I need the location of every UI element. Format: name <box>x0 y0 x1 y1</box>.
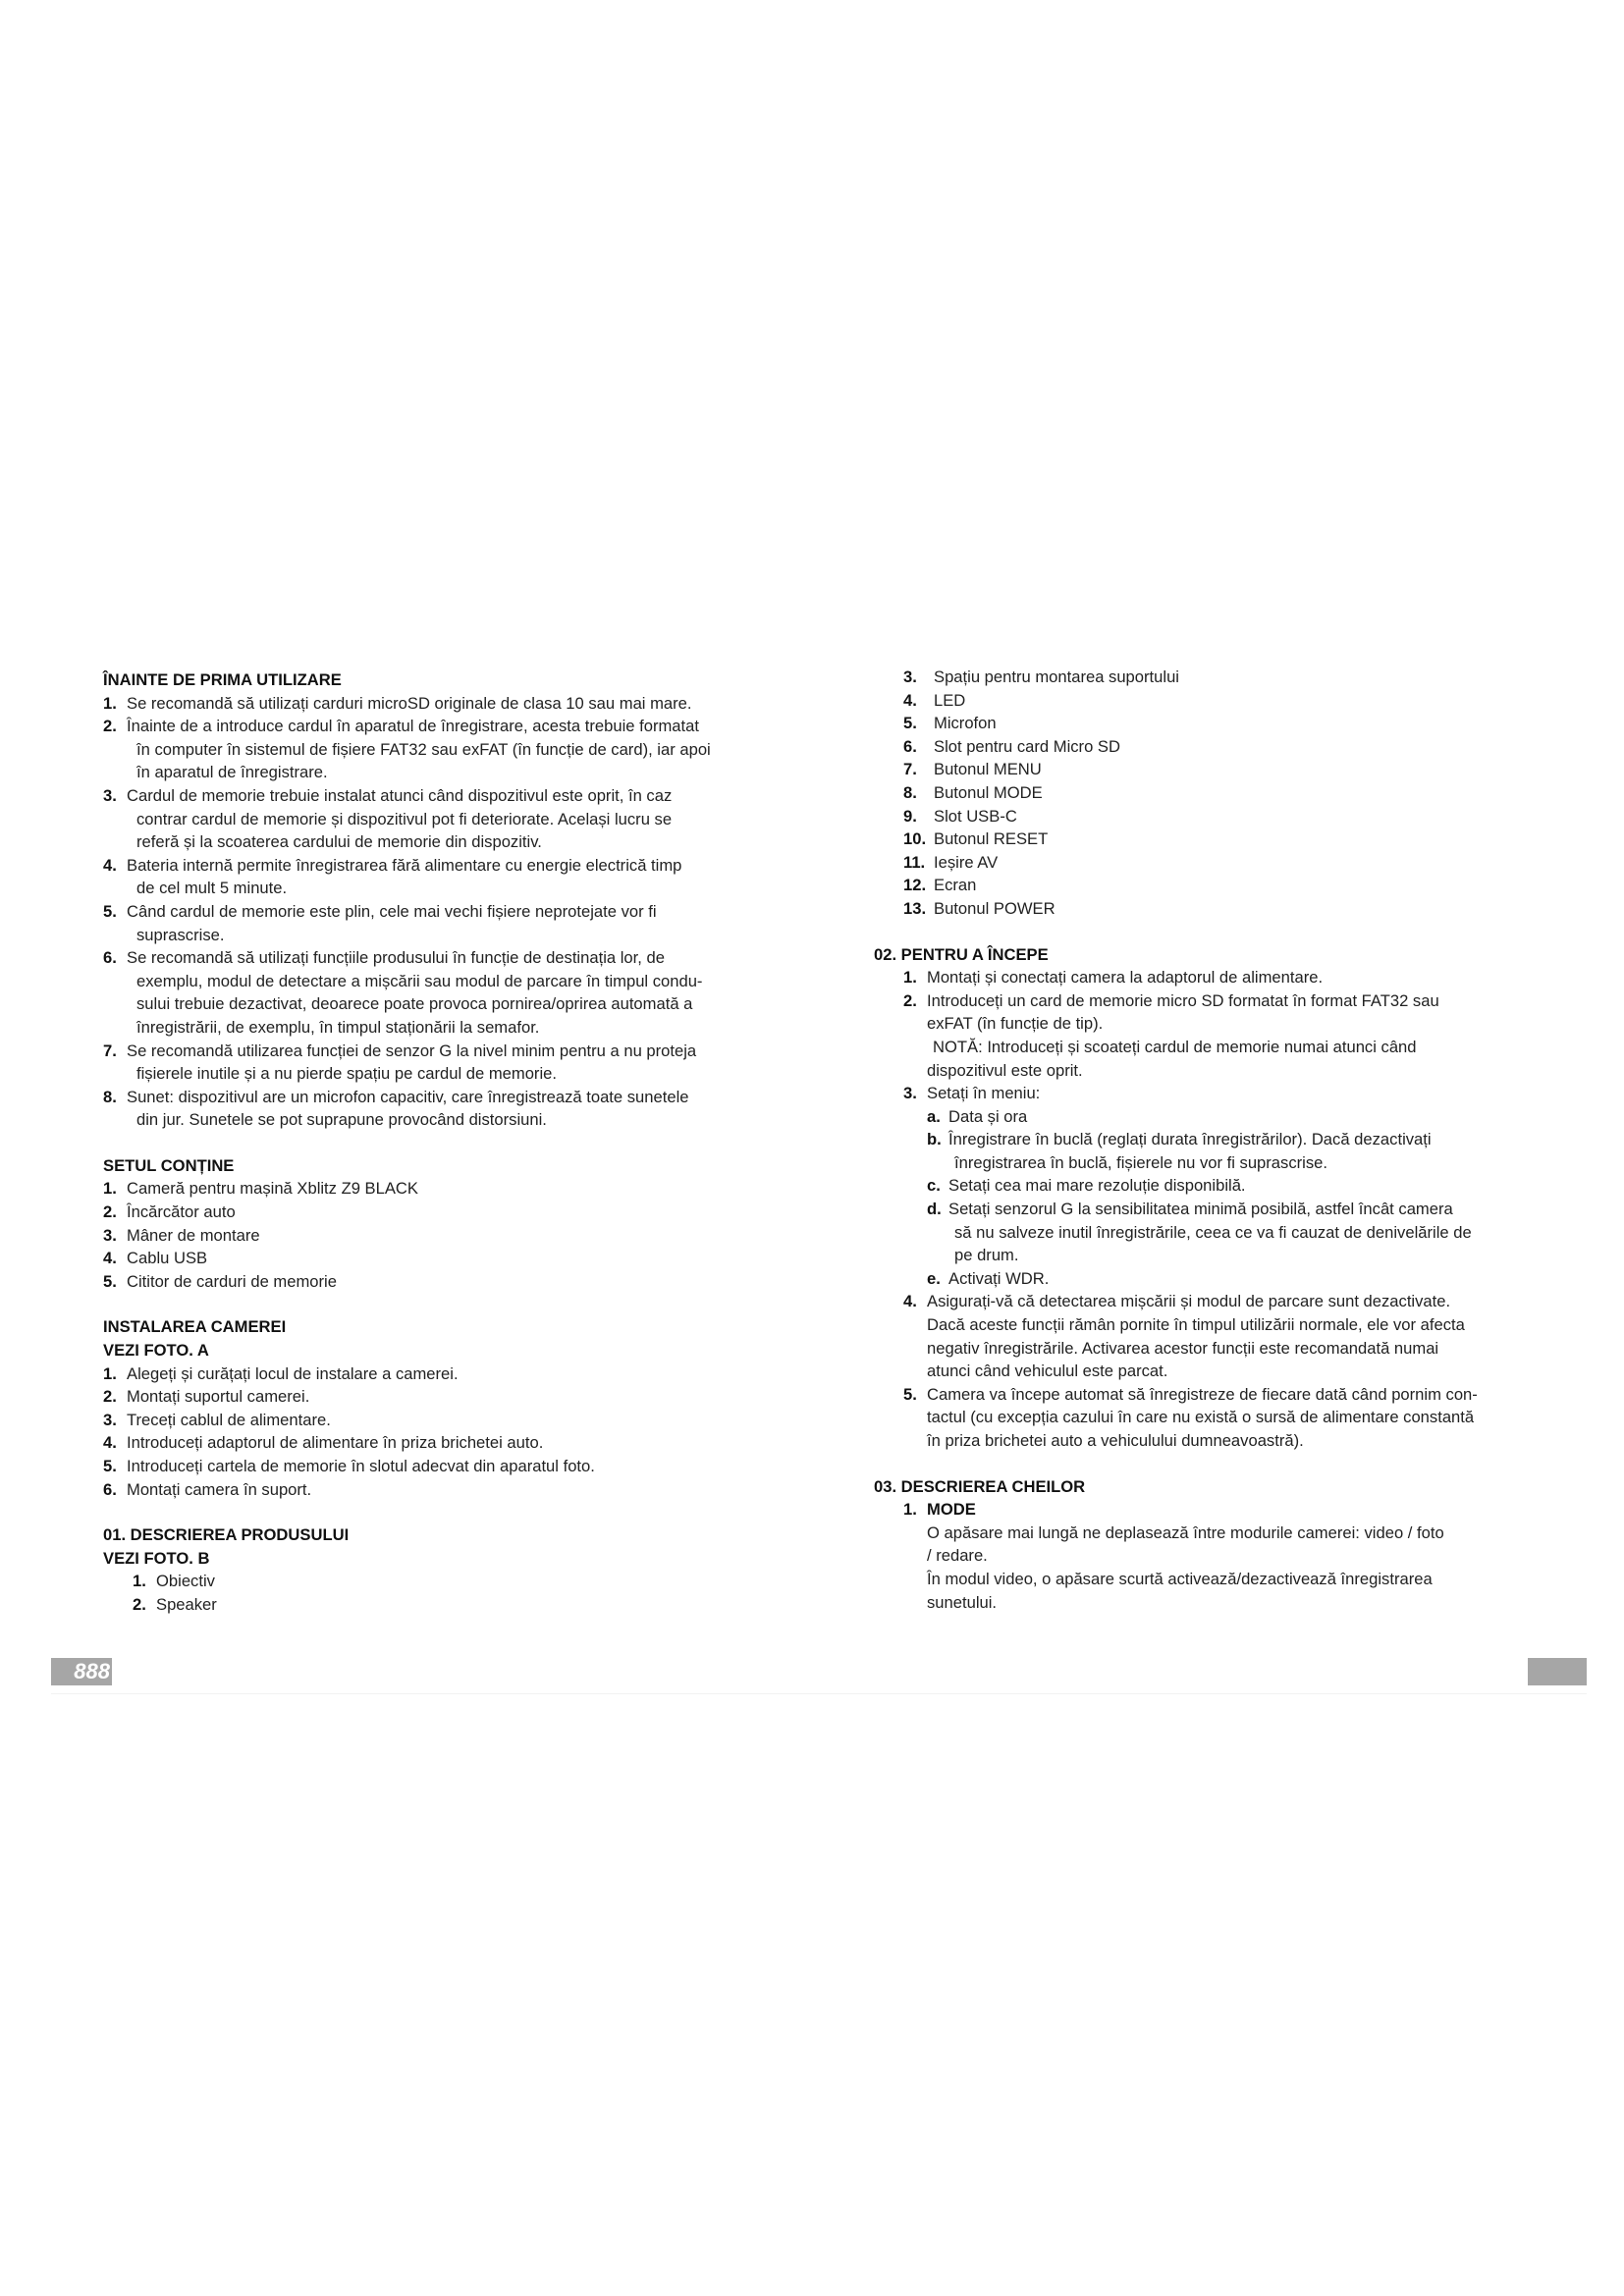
paragraph: O apăsare mai lungă ne deplasează între modurile camerei: video / foto / redare. <box>927 1522 1444 1566</box>
list-item: 2. Încărcător auto <box>103 1202 236 1222</box>
instruction-list <box>103 692 771 1132</box>
section-subtitle: VEZI FOTO. A <box>103 1341 209 1361</box>
sub-list-item: a. Data și ora <box>927 1106 1028 1126</box>
list-item: 7. Se recomandă utilizarea funcției de senzor G la nivel minim pentru a nu proteja fișierele inutile și a nu pierde spațiu pe cardul de memorie. <box>103 1041 697 1084</box>
section-title: 02. PENTRU A ÎNCEPE <box>874 944 1049 964</box>
right-column <box>874 666 1542 1614</box>
sub-list-item: b. Înregistrare în buclă (reglați durata înregistrărilor). Dacă dezactivați înregistrarea în buclă, fișierele nu vor fi suprascrise. <box>927 1130 1432 1172</box>
list-item: 4. Asigurați-vă că detectarea mișcării și modul de parcare sunt dezactivate. Dacă aceste funcții rămân pornite în timpul utilizării normale, ele vor afecta negativ înregistrările. Activarea acestor funcții este recomandată numai atunci când vehiculul este parcat. <box>903 1292 1465 1381</box>
section-getting-started <box>874 943 1542 1453</box>
list-item: 3. Cardul de memorie trebuie instalat atunci când dispozitivul este oprit, în caz contrar cardul de memorie și dispozitivul pot fi deteriorate. Același lucru se referă și la scoaterea cardului de memorie din dispozitiv. <box>103 785 673 852</box>
page-number: 888 <box>51 1658 112 1685</box>
paragraph: În modul video, o apăsare scurtă activează/dezactivează înregistrarea sunetului. <box>927 1569 1433 1612</box>
section-before-first-use <box>103 668 771 1132</box>
section-title: 03. DESCRIEREA CHEILOR <box>874 1476 1086 1496</box>
list-item: 7. Butonul MENU <box>903 760 1042 779</box>
sub-list-item: d. Setați senzorul G la sensibilitatea minimă posibilă, astfel încât camera să nu salveze inutil înregistrările, ceea ce va fi cauzat de denivelările de pe drum. <box>927 1200 1472 1265</box>
list-item: 2. Introduceți un card de memorie micro SD formatat în format FAT32 sau exFAT (în funcție de tip). NOTĂ: Introduceți și scoateți cardul de memorie numai atunci când dispozitivul este oprit. <box>903 989 1542 1082</box>
list-item: 4. LED <box>903 690 966 710</box>
list-item: 5. Introduceți cartela de memorie în slotul adecvat din aparatul foto. <box>103 1457 595 1475</box>
left-column <box>103 668 771 1617</box>
list-item: 3. Mâner de montare <box>103 1225 260 1245</box>
list-item: 4. Introduceți adaptorul de alimentare în priza brichetei auto. <box>103 1433 544 1453</box>
sub-list-item: c. Setați cea mai mare rezoluție disponibilă. <box>927 1176 1246 1196</box>
section-subtitle: VEZI FOTO. B <box>103 1548 210 1568</box>
list-item: 1. Obiectiv <box>133 1572 215 1591</box>
list-item: 3. Spațiu pentru montarea suportului <box>903 667 1179 686</box>
list-item: 2. Montați suportul camerei. <box>103 1387 310 1407</box>
list-item: 6. Se recomandă să utilizați funcțiile produsului în funcție de destinația lor, de exemplu, modul de detectare a mișcării sau modul de parcare în timpul condu- sului trebuie dezactivat, deoarece poate provoca pornirea/oprirea automată a înregistrării, de exemplu, în timpul staționării la semafor. <box>103 948 703 1037</box>
list-item: 1. Alegeți și curățați locul de instalare a camerei. <box>103 1363 459 1383</box>
list-item: 8. Sunet: dispozitivul are un microfon capacitiv, care înregistrează toate sunetele din jur. Sunetele se pot suprapune provocând distorsiuni. <box>103 1087 689 1130</box>
parts-list <box>874 666 1542 921</box>
list-item: 6. Montați camera în suport. <box>103 1479 312 1499</box>
list-item: 13. Butonul POWER <box>903 898 1056 918</box>
section-package-contents <box>103 1154 771 1294</box>
list-item: 12. Ecran <box>903 876 977 895</box>
parts-list-continued <box>874 666 1542 921</box>
parts-list <box>103 1570 771 1616</box>
section-title: SETUL CONȚINE <box>103 1155 235 1175</box>
list-item: 5. Cititor de carduri de memorie <box>103 1271 337 1291</box>
installation-list <box>103 1362 771 1502</box>
list-item: 2. Înainte de a introduce cardul în aparatul de înregistrare, acesta trebuie formatat în computer în sistemul de fișiere FAT32 sau exFAT (în funcție de card), iar apoi în aparatul de înregistrare. <box>103 717 711 782</box>
sub-list <box>927 1105 1542 1291</box>
list-item: 4. Cablu USB <box>103 1249 208 1268</box>
section-title: ÎNAINTE DE PRIMA UTILIZARE <box>103 670 342 689</box>
sub-list-item: e. Activați WDR. <box>927 1268 1050 1288</box>
list-item: 11. Ieșire AV <box>903 852 999 872</box>
section-product-description <box>103 1523 771 1616</box>
list-item: 3. Treceți cablul de alimentare. <box>103 1410 331 1429</box>
list-item: 1. Montați și conectați camera la adaptorul de alimentare. <box>903 968 1324 988</box>
section-title: INSTALAREA CAMEREI <box>103 1317 287 1337</box>
section-title: 01. DESCRIEREA PRODUSULUI <box>103 1525 350 1545</box>
section-camera-installation <box>103 1315 771 1501</box>
list-item: 1. MODE O apăsare mai lungă ne deplasează între modurile camerei: video / foto / redare. În modul video, o apăsare scurtă activează/dezactivează înregistrarea sunetului. <box>903 1498 1542 1614</box>
list-item: 6. Slot pentru card Micro SD <box>903 736 1120 756</box>
list-item: 1. Cameră pentru mașină Xblitz Z9 BLACK <box>103 1179 418 1199</box>
note-text: NOTĂ: Introduceți și scoateți cardul de memorie numai atunci când dispozitivul este oprit. <box>927 1037 1417 1080</box>
list-item: 5. Microfon <box>903 714 997 733</box>
contents-list <box>103 1177 771 1293</box>
list-item: 8. Butonul MODE <box>903 782 1043 802</box>
list-item: 2. Speaker <box>133 1594 217 1614</box>
footer-divider <box>51 1693 1587 1694</box>
list-item: 3. Setați în meniu: a. Data și ora b. Înregistrare în buclă (reglați durata înregistrărilor). Dacă dezactivați înregistrarea în buclă, fișierele nu vor fi suprascrise. c. Setați cea mai mare rezoluție disponibilă. d. Setați senzorul G la sensibilitatea minimă posibilă, astfel încât camera să nu salveze inutil înregistrările, ceea ce va fi cauzat de denivelările de pe drum. e. Activați WDR. <box>903 1082 1542 1290</box>
list-item: 10. Butonul RESET <box>903 829 1049 849</box>
list-item: 9. Slot USB-C <box>903 806 1017 826</box>
footer-bar <box>1528 1658 1587 1685</box>
section-key-description <box>874 1475 1542 1615</box>
list-item: 4. Bateria internă permite înregistrarea fără alimentare cu energie electrică timp de cel mult 5 minute. <box>103 855 682 898</box>
list-item: 5. Camera va începe automat să înregistreze de fiecare dată când pornim con- tactul (cu excepția cazului în care nu există o sursă de alimentare constantă în priza brichetei auto a vehiculului dumneavoastră). <box>903 1384 1478 1450</box>
list-item: 1. Se recomandă să utilizați carduri microSD originale de clasa 10 sau mai mare. <box>103 693 692 713</box>
list-item: 5. Când cardul de memorie este plin, cele mai vechi fișiere neprotejate vor fi suprascrise. <box>103 901 657 944</box>
keys-list <box>874 1498 1542 1614</box>
steps-list <box>874 966 1542 1452</box>
